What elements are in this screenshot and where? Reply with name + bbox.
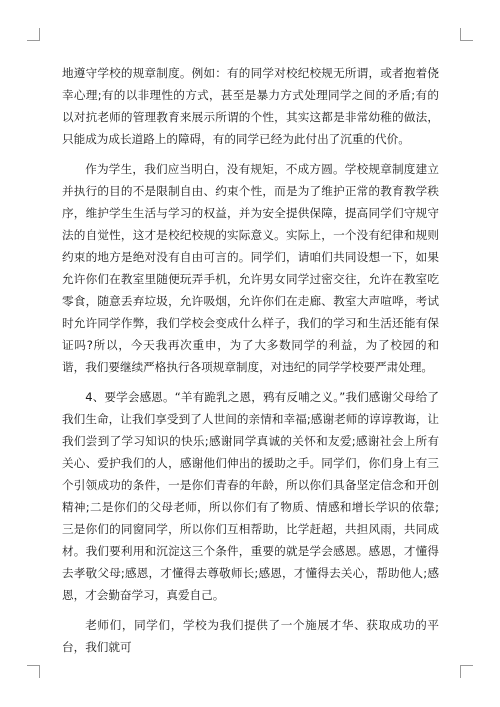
paragraph-rules: 作为学生，我们应当明白，没有规矩，不成方圆。学校规章制度建立并执行的目的不是限制自由、约束个性，而是为了维护正常的教育教学秩序，维护学生生活与学习的权益，并为安全提供保障，提高同学们守规守法的自觉性，这才是校纪校规的实际意义。实际上，一个没有纪律和规则约束的地方是绝对没有自由可言的。同学们，请咱们共同设想一下，如果允许你们在教室里随便玩弄手机，允许男女同学过密交往，允许在教室吃零食，随意丢弃垃圾，允许吸烟，允许你们在走廊、教室大声喧哗，考试时允许同学作弊，我们学校会变成什么样子，我们的学习和生活还能有保证吗?所以，今天我再次重申，为了大多数同学的利益，为了校园的和谐，我们要继续严格执行各项规章制度，对违纪的同学学校要严肃处理。 [62,162,439,374]
paragraph-gratitude: 4、要学会感恩。“羊有跪乳之恩，鸦有反哺之义。”我们感谢父母给了我们生命，让我们享受到了人世间的亲情和幸福;感谢老师的谆谆教诲，让我们尝到了学习知识的快乐;感谢同学真诚的关怀和友爱;感谢社会上所有关心、爱护我们的人，感谢他们伸出的援助之手。同学们，你们身上有三个引领成功的条件，一是你们青春的年龄，所以你们具备坚定信念和开创精神;二是你们的父母老师，所以你们有了物质、情感和增长学识的依靠;三是你们的同窗同学，所以你们互相帮助，比学赶超，共担风雨，共同成材。我们要利用和沉淀这三个条件，重要的就是学会感恩。感恩，才懂得去孝敬父母;感恩，才懂得去尊敬师长;感恩，才懂得去关心，帮助他人;感恩，才会勤奋学习，真爱自己。 [62,390,439,602]
paragraph-closing: 老师们，同学们，学校为我们提供了一个施展才华、获取成功的平台，我们就可 [62,618,439,654]
crop-mark-bottom-right [460,665,473,678]
crop-mark-bottom-left [27,665,40,678]
crop-mark-top-right [460,28,473,41]
document-body [62,62,439,658]
paragraph-continuation: 地遵守学校的规章制度。例如：有的同学对校纪校规无所谓，或者抱着侥幸心理;有的以非理性的方式，甚至是暴力方式处理同学之间的矛盾;有的以对抗老师的管理教育来展示所谓的个性，其实这都是非常幼稚的做法，只能成为成长道路上的障碍，有的同学已经为此付出了沉重的代价。 [62,66,439,146]
crop-mark-top-left [27,28,40,41]
